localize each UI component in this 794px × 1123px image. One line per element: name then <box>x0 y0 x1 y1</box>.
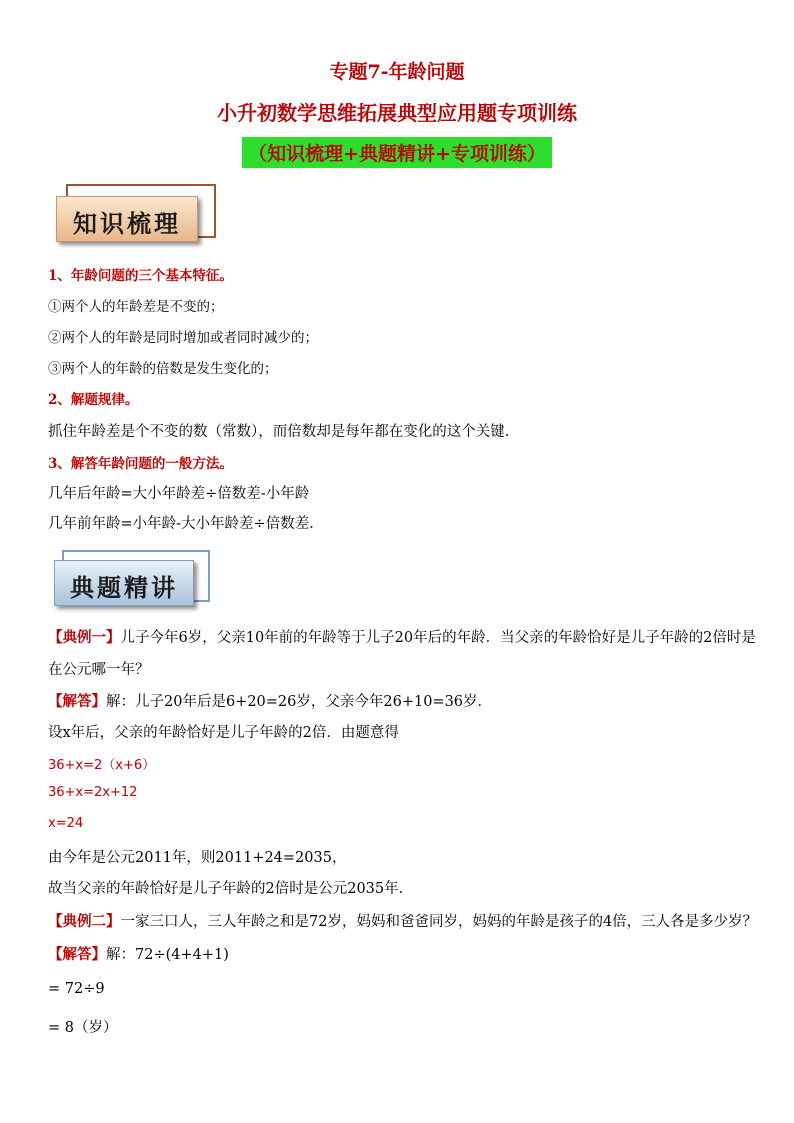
knowledge-heading-2: 2、解题规律。 <box>48 392 139 408</box>
example1-solution-text: 解：儿子20年后是6+20=26岁，父亲今年26+10=36岁． <box>106 694 493 710</box>
feature-3: ③两个人的年龄的倍数是发生变化的； <box>48 361 278 377</box>
rule-text: 抓住年龄差是个不变的数（常数），而倍数却是每年都在变化的这个关键． <box>48 424 520 440</box>
example1-question-line1 <box>48 626 756 647</box>
example1-tag: 【典例一】 <box>48 629 121 646</box>
example1-solution-line1 <box>48 690 492 711</box>
example1-equation-1: 36+x=2（x+6） <box>48 758 156 773</box>
example1-solution-tag: 【解答】 <box>48 693 106 710</box>
banner-plate <box>54 560 194 606</box>
example1-equation-2: 36+x=2x+12 <box>48 785 138 800</box>
example1-solution-line6: 由今年是公元2011年，则2011+24=2035， <box>48 850 347 866</box>
example2-solution-line2: = 72÷9 <box>48 981 105 997</box>
example2-solution-text: 解：72÷(4+4+1) <box>106 947 229 963</box>
example2-solution-line3: = 8（岁） <box>48 1020 118 1036</box>
example1-solution-line7: 故当父亲的年龄恰好是儿子年龄的2倍时是公元2035年． <box>48 881 414 897</box>
feature-2: ②两个人的年龄是同时增加或者同时减少的； <box>48 330 318 346</box>
method-later: 几年后年龄=大小年龄差÷倍数差-小年龄 <box>48 486 310 502</box>
example2-solution-tag: 【解答】 <box>48 946 106 963</box>
banner-plate <box>56 196 198 242</box>
example2-question <box>48 910 757 931</box>
example2-tag: 【典例二】 <box>48 913 121 930</box>
knowledge-heading-1: 1、年龄问题的三个基本特征。 <box>48 268 233 284</box>
example1-equation-3: x=24 <box>48 816 84 831</box>
banner-label: 典题精讲 <box>70 573 178 602</box>
section-banner-knowledge <box>56 184 216 244</box>
example1-question-line2: 在公元哪一年？ <box>48 662 150 678</box>
example1-solution-line2: 设x年后，父亲的年龄恰好是儿子年龄的2倍．由题意得 <box>48 725 399 741</box>
example2-question-text: 一家三口人，三人年龄之和是72岁，妈妈和爸爸同岁，妈妈的年龄是孩子的4倍，三人各是多少岁？ <box>120 914 758 930</box>
doc-tagline: （知识梳理+典题精讲+专项训练） <box>242 137 552 168</box>
example2-solution-line1 <box>48 943 229 964</box>
feature-1: ①两个人的年龄差是不变的； <box>48 299 224 315</box>
banner-label: 知识梳理 <box>73 209 181 238</box>
doc-title: 专题7-年龄问题 <box>329 61 465 83</box>
example1-question-text: 儿子今年6岁，父亲10年前的年龄等于儿子20年后的年龄．当父亲的年龄恰好是儿子年龄的2倍时是 <box>120 630 756 646</box>
doc-tagline-wrap <box>0 137 794 168</box>
knowledge-heading-3: 3、解答年龄问题的一般方法。 <box>48 456 233 472</box>
section-banner-examples <box>54 550 214 608</box>
method-earlier: 几年前年龄=小年龄-大小年龄差÷倍数差． <box>48 516 324 532</box>
doc-subtitle: 小升初数学思维拓展典型应用题专项训练 <box>217 101 577 125</box>
